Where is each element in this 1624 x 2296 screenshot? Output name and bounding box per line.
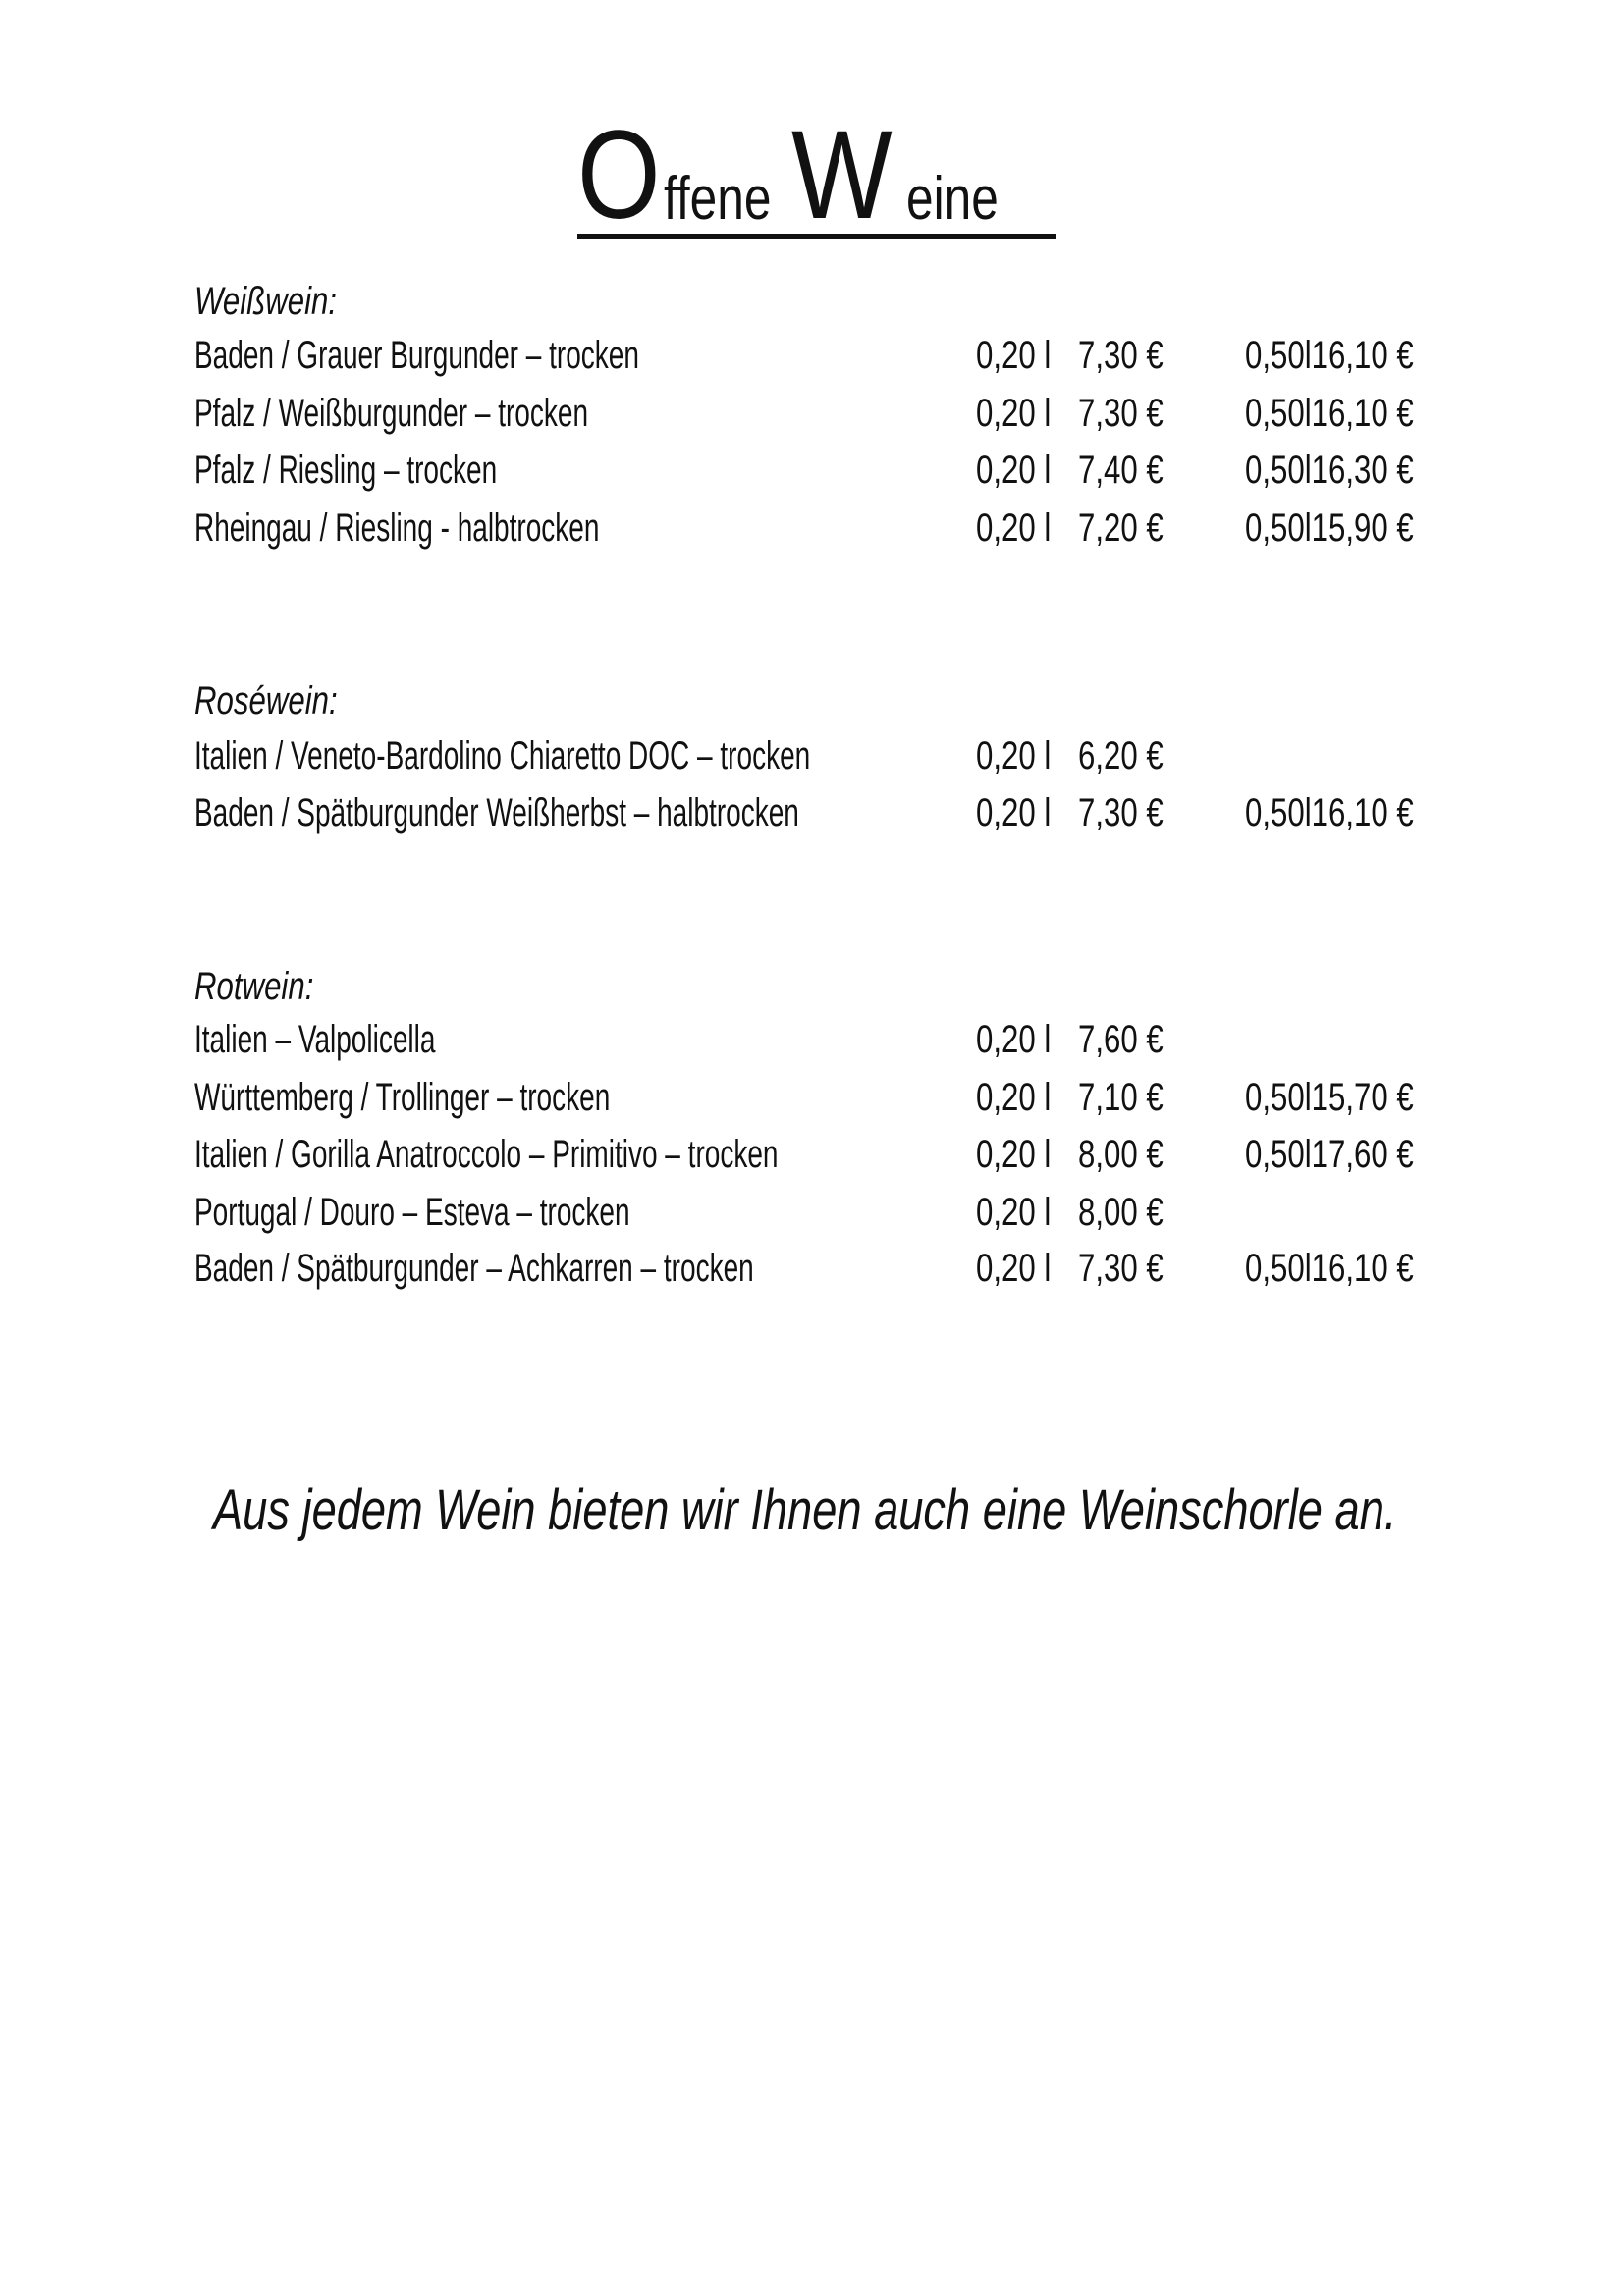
wine-name: Pfalz / Weißburgunder – trocken <box>194 392 589 435</box>
wine-name: Italien – Valpolicella <box>194 1018 436 1061</box>
wine-name: Rheingau / Riesling - halbtrocken <box>194 507 600 550</box>
footer-note <box>213 1477 1624 1543</box>
small-size: 0,20 l <box>976 449 1052 492</box>
large-size-price: 0,50l16,30 € <box>1245 449 1414 492</box>
small-size: 0,20 l <box>976 334 1052 377</box>
small-price: 7,20 € <box>1078 507 1164 550</box>
large-size-price: 0,50l15,90 € <box>1245 507 1414 550</box>
wine-item <box>194 392 1471 441</box>
footer-text: Aus jedem Wein bieten wir Ihnen auch eine Weinschorle an. <box>213 1478 1397 1542</box>
small-price: 7,30 € <box>1078 334 1164 377</box>
small-price: 6,20 € <box>1078 734 1164 777</box>
small-size: 0,20 l <box>976 791 1052 834</box>
small-price: 7,30 € <box>1078 791 1164 834</box>
small-price: 8,00 € <box>1078 1133 1164 1176</box>
section-heading <box>194 965 348 1009</box>
large-size-price: 0,50l15,70 € <box>1245 1076 1414 1119</box>
small-size: 0,20 l <box>976 1018 1052 1061</box>
wine-name: Württemberg / Trollinger – trocken <box>194 1076 611 1119</box>
small-size: 0,20 l <box>976 1133 1052 1176</box>
title-rest-2: eine <box>906 165 999 233</box>
small-price: 8,00 € <box>1078 1191 1164 1234</box>
small-size: 0,20 l <box>976 1191 1052 1234</box>
wine-item <box>194 334 1471 383</box>
page-title <box>577 105 1056 245</box>
large-size-price: 0,50l16,10 € <box>1245 1247 1414 1290</box>
wine-name: Baden / Spätburgunder Weißherbst – halbtrocken <box>194 791 799 834</box>
wine-item <box>194 1076 1471 1125</box>
wine-item <box>194 791 1471 840</box>
section-heading-text: Weißwein: <box>194 280 338 323</box>
wine-item <box>194 507 1471 556</box>
wine-name: Italien / Gorilla Anatroccolo – Primitivo – trocken <box>194 1133 779 1176</box>
wine-item <box>194 1247 1471 1296</box>
large-size-price: 0,50l17,60 € <box>1245 1133 1414 1176</box>
wine-name: Baden / Spätburgunder – Achkarren – trocken <box>194 1247 754 1290</box>
small-price: 7,10 € <box>1078 1076 1164 1119</box>
small-size: 0,20 l <box>976 392 1052 435</box>
section-heading-text: Rotwein: <box>194 965 314 1008</box>
large-size-price: 0,50l16,10 € <box>1245 392 1414 435</box>
section-heading <box>194 679 378 723</box>
large-size-price: 0,50l16,10 € <box>1245 334 1414 377</box>
small-price: 7,40 € <box>1078 449 1164 492</box>
wine-item <box>194 449 1471 498</box>
wine-item <box>194 1191 1471 1240</box>
wine-item <box>194 734 1471 783</box>
section-heading <box>194 280 377 324</box>
title-cap-o: O <box>577 105 661 245</box>
wine-name: Baden / Grauer Burgunder – trocken <box>194 334 639 377</box>
wine-name: Pfalz / Riesling – trocken <box>194 449 498 492</box>
small-price: 7,60 € <box>1078 1018 1164 1061</box>
small-price: 7,30 € <box>1078 1247 1164 1290</box>
wine-item <box>194 1018 1471 1067</box>
title-rest-1: ffene <box>663 165 771 233</box>
small-size: 0,20 l <box>976 507 1052 550</box>
wine-name: Portugal / Douro – Esteva – trocken <box>194 1191 630 1234</box>
title-cap-w: W <box>791 105 893 245</box>
section-heading-text: Roséwein: <box>194 679 338 722</box>
wine-item <box>194 1133 1471 1182</box>
small-size: 0,20 l <box>976 1076 1052 1119</box>
small-size: 0,20 l <box>976 734 1052 777</box>
small-price: 7,30 € <box>1078 392 1164 435</box>
wine-name: Italien / Veneto-Bardolino Chiaretto DOC – trocken <box>194 734 811 777</box>
small-size: 0,20 l <box>976 1247 1052 1290</box>
large-size-price: 0,50l16,10 € <box>1245 791 1414 834</box>
